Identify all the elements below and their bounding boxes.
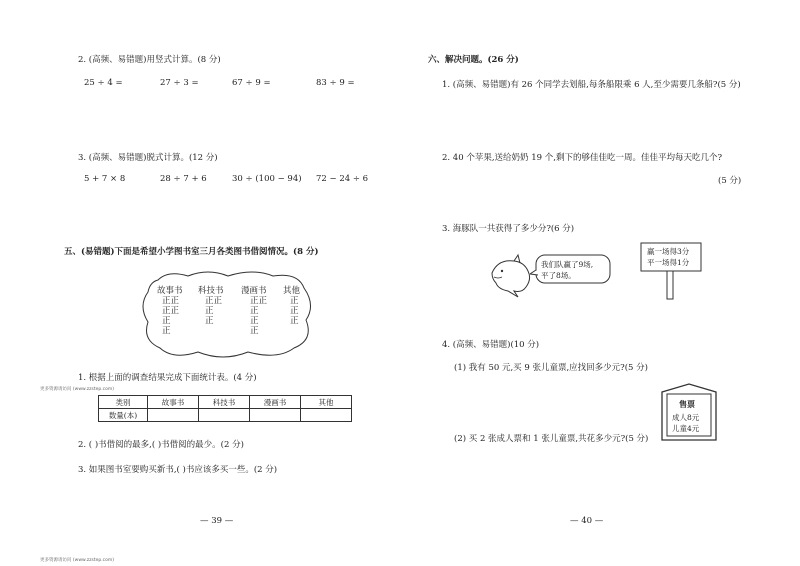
tally-header-other: 其他 [283,286,301,296]
sign-line-1: 赢一场得3分 [647,247,690,256]
s6-q4: 4. (高频、易错题)(10 分) [442,340,540,350]
tally-header-comic: 漫画书 [241,286,267,296]
s6-q2: 2. 40 个苹果,送给奶奶 19 个,剩下的够佳佳吃一周。佳佳平均每天吃几个? [442,153,723,163]
speech-line-1: 我们队赢了9场, [541,260,594,269]
section5-title: 五、(易错题)下面是希望小学图书室三月各类图书借阅情况。(8 分) [64,247,319,257]
q2-item-1: 25 ÷ 4 = [84,78,123,88]
page-number-right: — 40 — [570,516,604,526]
ticket-adult: 成人8元 [672,413,700,422]
tally-comic: 正正 正 正 正 [250,296,268,336]
left-watermark: 更多资源请访问 (www.zzstep.com) [40,387,114,392]
s6-q3: 3. 海豚队一共获得了多少分?(6 分) [442,224,575,234]
q3-item-4: 72 − 24 ÷ 6 [316,174,369,184]
dolphin-illustration [488,253,536,299]
section5-sub1: 1. 根据上面的调查结果完成下面统计表。(4 分) [78,373,257,383]
stats-answer-cell[interactable] [199,409,250,422]
section5-sub3: 3. 如果图书室要购买新书,( )书应该多买一些。(2 分) [78,465,278,475]
sign-line-2: 平一场得1分 [647,258,690,267]
s6-q4-1: (1) 我有 50 元,买 9 张儿童票,应找回多少元?(5 分) [454,363,648,373]
stats-header-row [99,396,352,409]
q3-item-3: 30 ÷ (100 − 94) [232,174,302,184]
s6-q2-score: (5 分) [718,176,742,186]
q2-item-2: 27 ÷ 3 = [160,78,199,88]
stats-header-cell: 其他 [301,396,352,409]
stats-answer-cell[interactable] [148,409,199,422]
stats-answer-cell[interactable] [301,409,352,422]
q2-title: 2. (高频、易错题)用竖式计算。(8 分) [78,55,221,65]
q2-item-3: 67 ÷ 9 = [232,78,271,88]
section6-title: 六、解决问题。(26 分) [428,55,519,65]
speech-line-2: 平了8场。 [541,271,576,280]
bottom-watermark: 更多资源请访问 (www.zzstep.com) [40,558,114,563]
q3-item-1: 5 + 7 × 8 [84,174,126,184]
stats-header-cell: 故事书 [148,396,199,409]
stats-answer-cell[interactable] [250,409,301,422]
q3-item-2: 28 ÷ 7 + 6 [160,174,207,184]
q2-item-4: 83 ÷ 9 = [316,78,355,88]
tally-header-story: 故事书 [157,286,183,296]
tally-science: 正正 正 正 [205,296,223,326]
ticket-child: 儿童4元 [672,424,700,433]
tally-story: 正正 正正 正 正 [162,296,180,336]
stats-value-row [99,409,352,422]
stats-header-cell: 科技书 [199,396,250,409]
tally-header-science: 科技书 [198,286,224,296]
stats-header-cell: 类别 [99,396,148,409]
s6-q1: 1. (高频、易错题)有 26 个同学去划船,每条船限乘 6 人,至少需要几条船?(5 分) [442,80,741,90]
q3-title: 3. (高频、易错题)脱式计算。(12 分) [78,153,218,163]
page-number-left: — 39 — [200,516,234,526]
section5-sub2: 2. ( )书借阅的最多,( )书借阅的最少。(2 分) [78,440,244,450]
s6-q4-2: (2) 买 2 张成人票和 1 张儿童票,共花多少元?(5 分) [454,434,649,444]
stats-table [98,395,352,422]
stats-row-label: 数量(本) [99,409,148,422]
tally-other: 正 正 正 [290,296,299,326]
stats-header-cell: 漫画书 [250,396,301,409]
ticket-title: 售票 [679,399,695,409]
